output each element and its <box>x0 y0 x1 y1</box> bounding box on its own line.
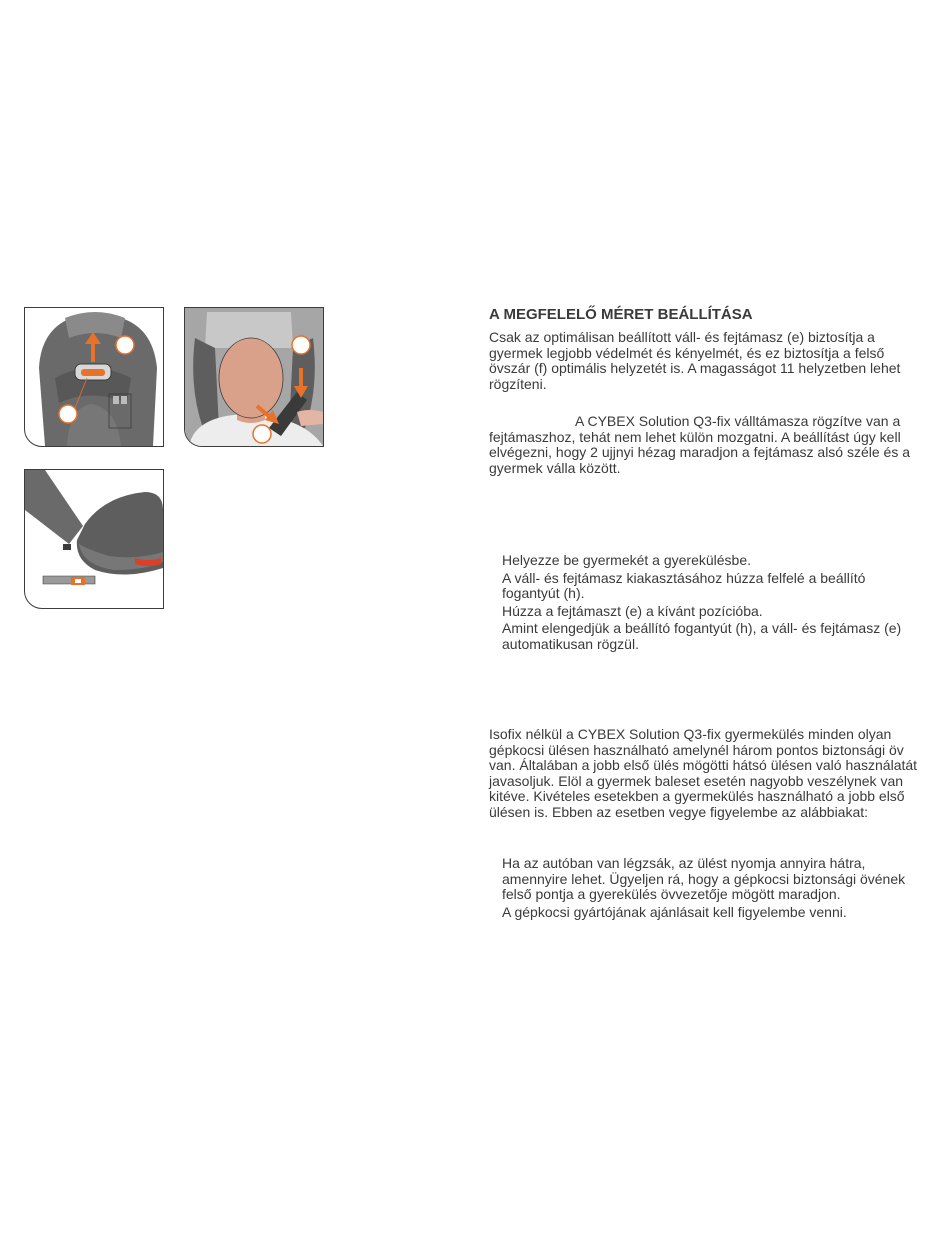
child-in-seat-drawing <box>185 308 323 446</box>
illustration-headrest-handle <box>24 307 164 447</box>
adjustment-steps-list <box>502 553 922 652</box>
step-item: Amint elengedjük a beállító fogantyút (h), a váll- és fejtámasz (e) automatikusan rögzül. <box>502 620 902 652</box>
intro-paragraph: Csak az optimálisan beállított váll- és fejtámasz (e) biztosítja a gyermek legjobb védelmét és kényelmét, és ez biztosítja a felső övszár (f) optimális helyzetét is. A magasságot 11 helyzetben lehet rögzíteni. <box>489 329 901 392</box>
step-item: A váll- és fejtámasz kiakasztásához húzza felfelé a beállító fogantyút (h). <box>502 569 866 601</box>
step-item: Húzza a fejtámaszt (e) a kívánt pozícióba. <box>502 602 763 619</box>
headrest-note-paragraph: A CYBEX Solution Q3-fix válltámasza rögzítve van a fejtámaszhoz, tehát nem lehet külön mozgatni. A beállítást úgy kell elvégezni, hogy 2 ujjnyi hézag maradjon a fejtámasz alsó széle és a gyermek válla között. <box>489 413 911 476</box>
isofix-paragraph: Isofix nélkül a CYBEX Solution Q3-fix gyermekülés minden olyan gépkocsi ülésen használható amelynél három pontos biztonsági öv van. Általában a jobb első ülés mögötti hátsó ülésen való használatát javasoljuk. Elöl a gyermek baleset esetén nagyobb veszélynek van kitéve. Kivételes esetekben a gyermekülés használható a jobb első ülésen is. Ebben az esetben vegye figyelembe az alábbiakat: <box>489 726 918 820</box>
illustration-seat-side <box>24 469 164 609</box>
warning-item: Ha az autóban van légzsák, az ülést nyomja annyira hátra, amennyire lehet. Ügyeljen rá, hogy a gépkocsi biztonsági övének felső pontja a gyerekülés övvezetője mögött maradjon. <box>502 855 906 902</box>
headrest-handle-drawing <box>25 308 163 446</box>
seat-side-drawing <box>25 470 163 608</box>
warning-item: A gépkocsi gyártójának ajánlásait kell figyelembe venni. <box>502 903 847 920</box>
step-item: Helyezze be gyermekét a gyerekülésbe. <box>502 552 752 568</box>
illustration-child-in-seat <box>184 307 324 447</box>
section-title: A MEGFELELŐ MÉRET BEÁLLÍTÁSA <box>489 306 753 323</box>
warnings-list <box>502 856 924 920</box>
